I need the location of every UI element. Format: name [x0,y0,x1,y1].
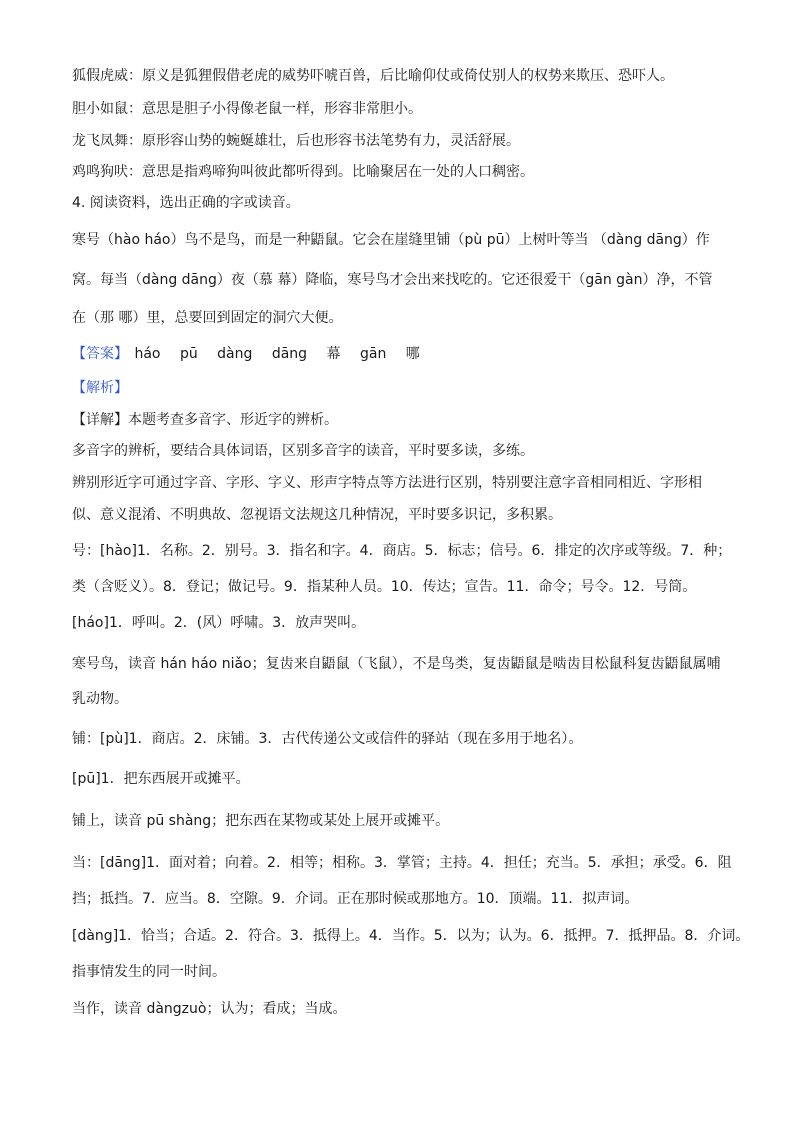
dang-definition-line: 指事情发生的同一时间。 [72,964,226,980]
pu-note-line: 铺上，读音 pū shàng；把东西在某物或某处上展开或摊平。 [72,813,450,829]
hao-definition-line: 号：[hào]1．名称。2．别号。3．指名和字。4．商店。5．标志；信号。6．排定的次序或等级。7．种； [72,543,732,559]
detail-text: 本题考查多音字、形近字的辨析。 [128,412,338,428]
idiom-line: 鸡鸣狗吠：意思是指鸡啼狗叫彼此都听得到。比喻聚居在一处的人口稠密。 [72,164,534,180]
pu-definition-line: [pū]1．把东西展开或摊平。 [72,771,250,787]
pu-definition-line: 铺：[pù]1．商店。2．床铺。3．古代传递公文或信件的驿站（现在多用于地名）。 [72,731,583,747]
answer-item: 哪 [405,346,420,362]
passage-line: 在（那 哪）里，总要回到固定的洞穴大便。 [72,310,343,326]
hao-note-line: 乳动物。 [72,691,128,707]
answer-item: háo [134,346,161,362]
answer-item: dàng [217,346,253,362]
answer-item: pū [179,346,198,362]
passage-line: 窝。每当（dàng dāng）夜（慕 幕）降临，寒号鸟才会出来找吃的。它还很爱干（gān gàn）净，不管 [72,272,713,288]
dang-definition-line: [dàng]1．恰当；合适。2．符合。3．抵得上。4．当作。5．以为；认为。6．抵押。7．抵押品。8．介词。 [72,928,750,944]
hao-note-line: 寒号鸟，读音 hán háo niǎo；复齿来自鼯鼠（飞鼠），不是鸟类，复齿鼯鼠是啮齿目松鼠科复齿鼯鼠属哺 [72,656,721,672]
hao-definition-line: 类（含贬义）。8．登记；做记号。9．指某种人员。10．传达；宣告。11．命令；号令。12．号筒。 [72,579,697,595]
hao-definition-line: [háo]1．呼叫。2．(风）呼啸。3．放声哭叫。 [72,615,366,631]
dang-definition-line: 挡；抵挡。7．应当。8．空隙。9．介词。正在那时候或那地方。10．顶端。11．拟声词。 [72,891,639,907]
detail-label: 【详解】 [72,412,128,428]
explanation-line: 多音字的辨析，要结合具体词语，区别多音字的读音，平时要多读，多练。 [72,443,534,459]
answer-item: gān [359,346,387,362]
dang-definition-line: 当：[dāng]1．面对着；向着。2．相等；相称。3．掌管；主持。4．担任；充当。5．承担；承受。6．阻 [72,855,732,871]
explanation-line: 似、意义混淆、不明典故、忽视语文法规这几种情况，平时要多识记，多积累。 [72,507,562,523]
answer-label: 【答案】 [72,346,128,362]
analysis-label: 【解析】 [72,380,128,396]
passage-line: 寒号（hào háo）鸟不是鸟，而是一种鼯鼠。它会在崖缝里铺（pù pū）上树叶等当 （dàng dāng）作 [72,232,710,248]
detail-line [72,411,338,429]
idiom-line: 狐假虎威：原义是狐狸假借老虎的威势吓唬百兽，后比喻仰仗或倚仗别人的权势来欺压、恐吓人。 [72,68,674,84]
idiom-line: 胆小如鼠：意思是胆子小得像老鼠一样，形容非常胆小。 [72,101,422,117]
explanation-line: 辨别形近字可通过字音、字形、字义、形声字特点等方法进行区别，特别要注意字音相同相近、字形相 [72,475,702,491]
question-title: 4. 阅读资料，选出正确的字或读音。 [72,195,300,211]
answer-item: 幕 [326,346,341,362]
answer-row [72,345,435,363]
dang-note-line: 当作，读音 dàngzuò；认为；看成；当成。 [72,1001,347,1017]
idiom-line: 龙飞凤舞：原形容山势的蜿蜒雄壮，后也形容书法笔势有力，灵活舒展。 [72,133,520,149]
answer-item: dāng [271,346,308,362]
